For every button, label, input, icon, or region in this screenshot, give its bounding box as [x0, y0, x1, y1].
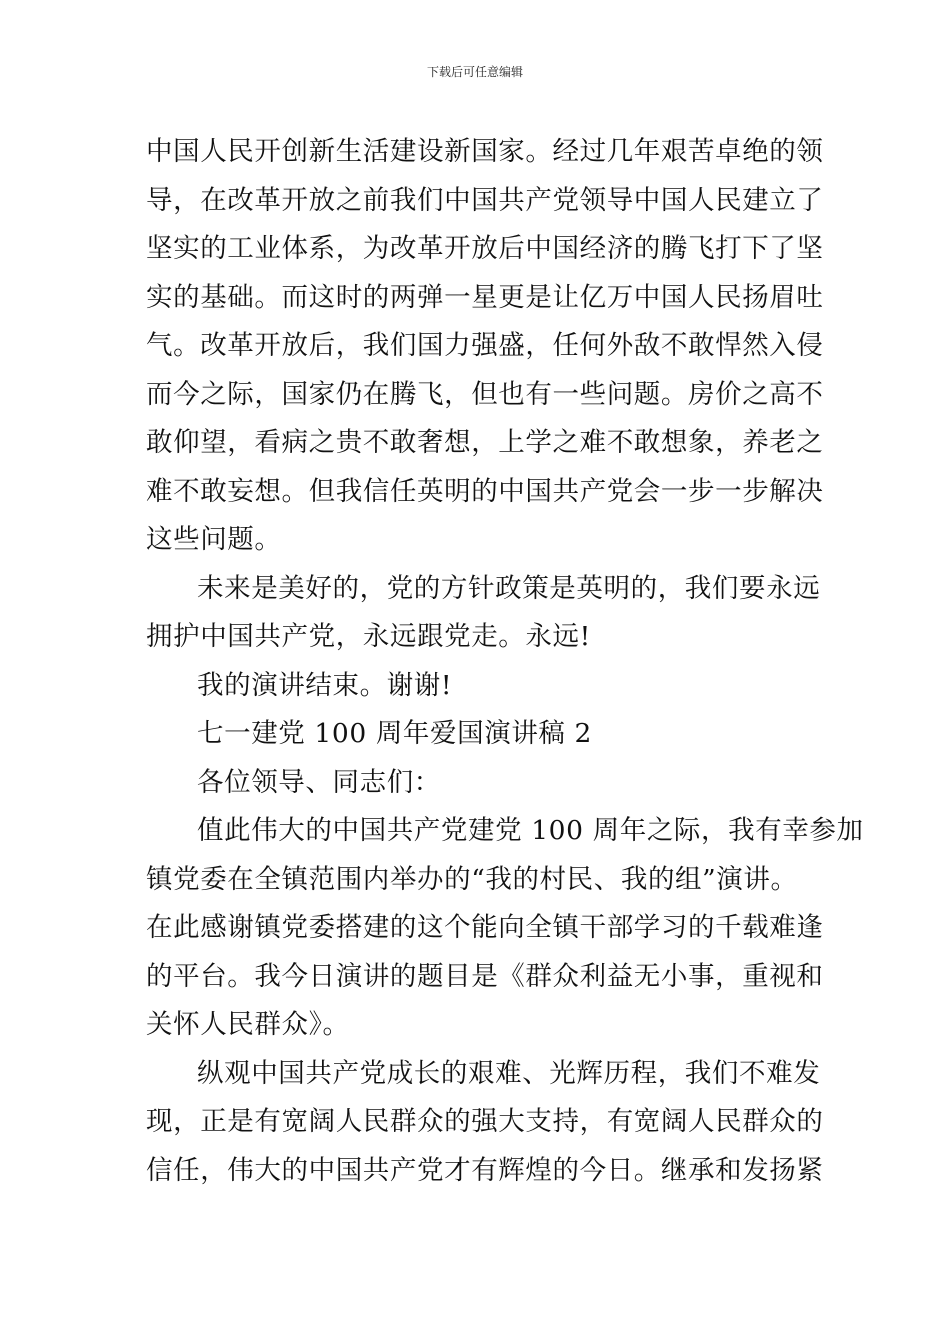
text-line: 拥护中国共产党，永远跟党走。永远! — [146, 621, 591, 652]
text-line: 的平台。我今日演讲的题目是《群众利益无小事，重视和 — [146, 960, 824, 992]
paragraph-start-line: 值此伟大的中国共产党建党 100 周年之际，我有幸参加 — [197, 815, 864, 846]
text-line: 坚实的工业体系，为改革开放后中国经济的腾飞打下了坚 — [146, 233, 824, 264]
text-line: 信任，伟大的中国共产党才有辉煌的今日。继承和发扬紧 — [146, 1154, 824, 1186]
text-line: 气。改革开放后，我们国力强盛，任何外敌不敢悍然入侵 — [146, 330, 824, 361]
text-line: 现，正是有宽阔人民群众的强大支持，有宽阔人民群众的 — [146, 1106, 824, 1137]
text-line: 镇党委在全镇范围内举办的“我的村民、我的组”演讲。 — [146, 863, 798, 895]
paragraph-start-line: 未来是美好的，党的方针政策是英明的，我们要永远 — [197, 572, 821, 604]
text-line: 敢仰望，看病之贵不敢奢想，上学之难不敢想象，养老之 — [146, 427, 824, 458]
text-line: 在此感谢镇党委搭建的这个能向全镇干部学习的千载难逢 — [146, 912, 824, 943]
page-header: 下载后可任意编辑 — [426, 65, 523, 79]
text-line: 中国人民开创新生活建设新国家。经过几年艰苦卓绝的领 — [146, 136, 824, 167]
text-line: 导，在改革开放之前我们中国共产党领导中国人民建立了 — [146, 184, 824, 216]
text-line: 这些问题。 — [146, 524, 282, 555]
text-line: 实的基础。而这时的两弹一星更是让亿万中国人民扬眉吐 — [146, 281, 824, 313]
text-line: 关怀人民群众》。 — [146, 1009, 350, 1040]
salutation: 各位领导、同志们： — [197, 766, 441, 798]
paragraph-start-line: 我的演讲结束。谢谢! — [197, 669, 453, 701]
text-line: 难不敢妄想。但我信任英明的中国共产党会一步一步解决 — [146, 475, 824, 507]
paragraph-start-line: 纵观中国共产党成长的艰难、光辉历程，我们不难发 — [197, 1057, 821, 1089]
document-body — [146, 128, 864, 1195]
text-line: 而今之际，国家仍在腾飞，但也有一些问题。房价之高不 — [146, 378, 824, 410]
section-title: 七一建党 100 周年爱国演讲稿 2 — [197, 718, 593, 749]
